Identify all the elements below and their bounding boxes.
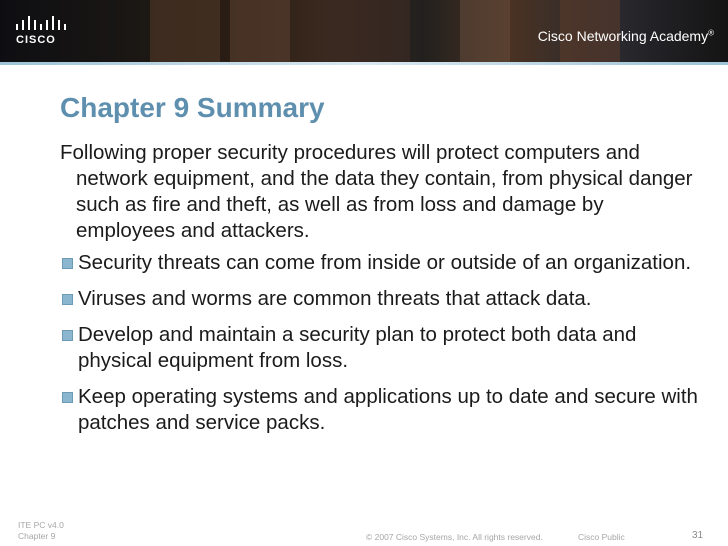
- footer-copyright: © 2007 Cisco Systems, Inc. All rights reserved.: [366, 532, 543, 542]
- square-bullet-icon: [62, 294, 73, 305]
- square-bullet-icon: [62, 258, 73, 269]
- bullet-list: [60, 250, 700, 436]
- square-bullet-icon: [62, 392, 73, 403]
- footer-classification: Cisco Public: [578, 532, 625, 542]
- bullet-text: Viruses and worms are common threats that attack data.: [78, 287, 592, 310]
- bullet-item: [60, 286, 700, 312]
- banner-photo-strip: [460, 0, 510, 62]
- slide-body: [60, 140, 700, 446]
- bullet-item: [60, 384, 700, 436]
- registered-mark: ®: [708, 28, 714, 38]
- slide-title: Chapter 9 Summary: [60, 92, 325, 123]
- square-bullet-icon: [62, 330, 73, 341]
- networking-academy-label: [538, 28, 714, 44]
- intro-paragraph: Following proper security procedures will protect computers and network equipment, and the data they contain, from physical danger such as fire and theft, as well as from loss and damage by employees and attackers.: [60, 141, 693, 242]
- footer-course: ITE PC v4.0: [18, 520, 64, 530]
- footer-course-info: [18, 520, 64, 542]
- academy-text: Cisco Networking Academy: [537, 28, 709, 44]
- bullet-text: Develop and maintain a security plan to protect both data and physical equipment from loss.: [78, 323, 637, 372]
- bullet-item: [60, 250, 700, 276]
- cisco-wordmark: CISCO: [16, 34, 56, 46]
- banner-photo-strip: [330, 0, 410, 62]
- banner-photo-strip: [150, 0, 220, 62]
- footer-chapter: Chapter 9: [18, 531, 56, 541]
- bullet-text: Keep operating systems and applications up to date and secure with patches and service packs.: [78, 385, 698, 434]
- banner-photo-strip: [230, 0, 290, 62]
- header-photo-banner: [0, 0, 728, 62]
- page-number: 31: [692, 530, 704, 541]
- bullet-item: [60, 322, 700, 374]
- bullet-text: Security threats can come from inside or outside of an organization.: [78, 251, 692, 274]
- header-divider: [0, 62, 728, 65]
